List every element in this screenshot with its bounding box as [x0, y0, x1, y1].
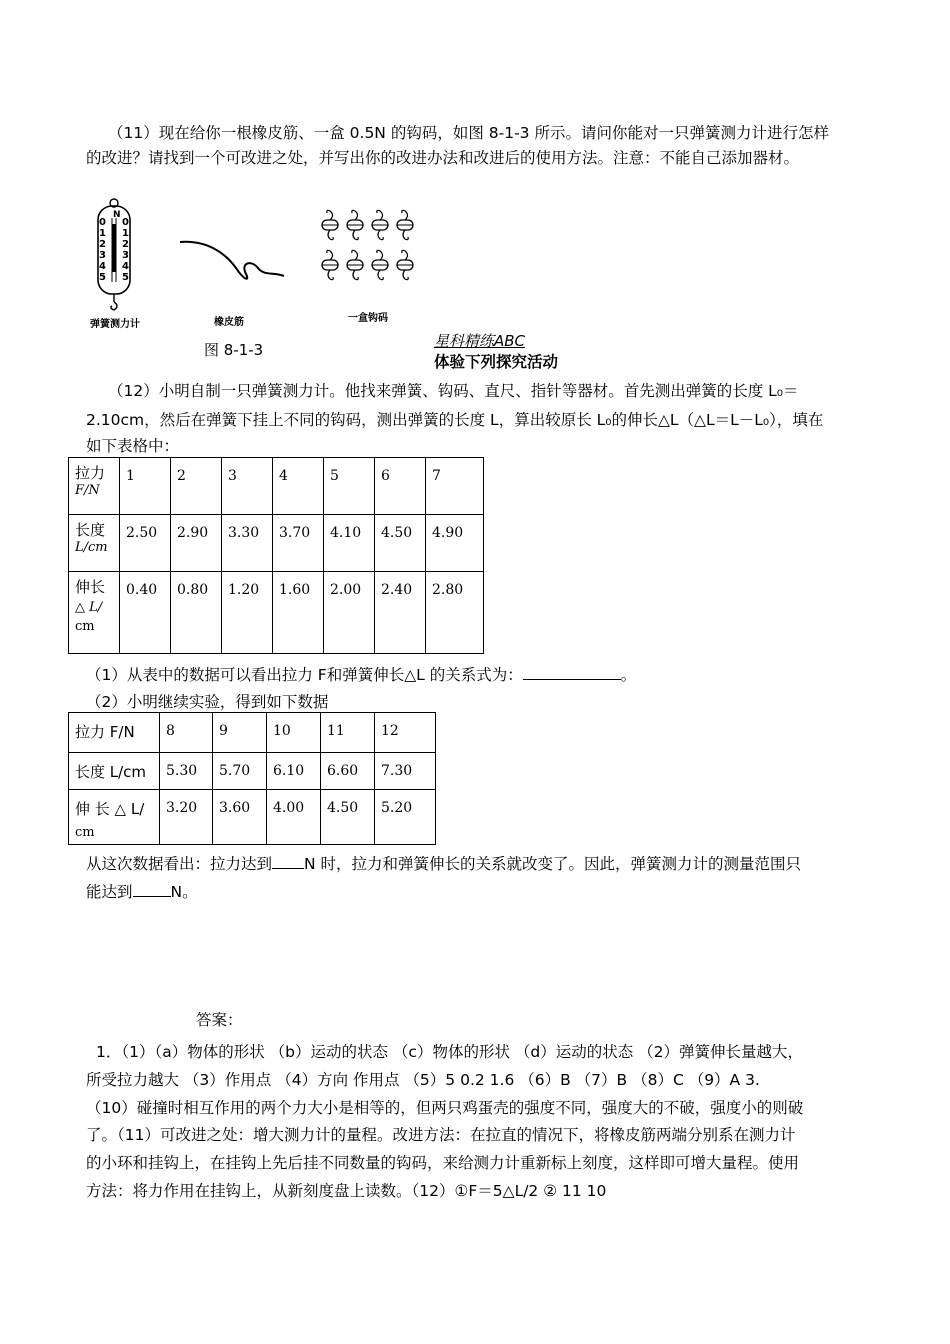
q11-line2: 的改进？请找到一个可改进之处，并写出你的改进办法和改进后的使用方法。注意：不能自己添加器材。	[86, 149, 800, 167]
answer-line: 的小环和挂钩上，在挂钩上先后挂不同数量的钩码，来给测力计重新标上刻度，这样即可增大量程。使用	[86, 1154, 800, 1172]
table-cell: 9	[213, 713, 267, 753]
scale-digit: 4	[122, 261, 129, 272]
table-cell: 4.50	[321, 790, 375, 845]
scale-digit: 2	[122, 239, 129, 250]
weight-icon	[347, 210, 363, 239]
answer-line: 方法：将力作用在挂钩上，从新刻度盘上读数。（12）①F＝5△L/2 ② 11 10	[86, 1182, 607, 1200]
scale-digit: 0	[122, 217, 129, 228]
table-cell: 5.30	[160, 753, 213, 790]
scale-digit: 3	[122, 250, 129, 261]
q11-line1: （11）现在给你一根橡皮筋、一盒 0.5N 的钩码，如图 8-1-3 所示。请问你能对一只弹簧测力计进行怎样	[108, 124, 829, 142]
table-cell: 3.60	[213, 790, 267, 845]
table-cell: 1.60	[273, 572, 324, 654]
table-cell: 3.30	[222, 515, 273, 572]
table-row	[69, 458, 484, 515]
answer-blank[interactable]	[272, 868, 304, 869]
figure-caption: 图 8-1-3	[204, 341, 264, 359]
table-cell: 6	[375, 458, 426, 515]
weight-icon	[397, 250, 413, 279]
weight-icon	[372, 250, 388, 279]
data-table-2	[68, 712, 436, 845]
sub-question-2: （2）小明继续实验，得到如下数据	[86, 693, 329, 711]
scale-digit: 0	[99, 217, 106, 228]
table-cell: 5	[324, 458, 375, 515]
table-cell: 0.40	[120, 572, 171, 654]
table-cell: 5.20	[375, 790, 436, 845]
rubber-band-image	[178, 236, 286, 286]
weight-icon	[322, 210, 338, 239]
section-heading: 体验下列探究活动	[434, 353, 559, 371]
answer-line: （10）碰撞时相互作用的两个力大小是相等的，但两只鸡蛋壳的强度不同，强度大的不破，强度小的则破	[86, 1099, 804, 1117]
meter-unit-label: N	[113, 210, 121, 220]
scale-digit: 4	[99, 261, 106, 272]
table-cell: 7.30	[375, 753, 436, 790]
table-cell: 3.70	[273, 515, 324, 572]
row-header: 长度 L/cm	[69, 515, 120, 572]
scale-digit: 2	[99, 239, 106, 250]
weights-label: 一盒钩码	[348, 313, 388, 324]
weights-box-image	[318, 208, 418, 288]
table-cell: 3.20	[160, 790, 213, 845]
table-cell: 12	[375, 713, 436, 753]
table-cell: 2	[171, 458, 222, 515]
table-cell: 4.90	[426, 515, 484, 572]
scale-digit: 3	[99, 250, 106, 261]
table-cell: 11	[321, 713, 375, 753]
sub-question-1: （1）从表中的数据可以看出拉力 F和弹簧伸长△L 的关系式为： 。	[86, 666, 637, 684]
q12-line2: 2.10cm，然后在弹簧下挂上不同的钩码，测出弹簧的长度 L，算出较原长 L₀的伸长△L（△L＝L－L₀），填在	[86, 411, 824, 429]
conclusion-line2: 能达到 N。	[86, 883, 198, 901]
answer-line: 了。（11）可改进之处：增大测力计的量程。改进方法：在拉直的情况下，将橡皮筋两端分别系在测力计	[86, 1126, 796, 1144]
table-cell: 4	[273, 458, 324, 515]
meter-scale-right	[122, 217, 129, 283]
scale-digit: 5	[99, 272, 106, 283]
table-cell: 10	[267, 713, 321, 753]
scale-digit: 5	[122, 272, 129, 283]
data-table-1	[68, 457, 484, 654]
scale-digit: 1	[122, 228, 129, 239]
weight-icon	[347, 250, 363, 279]
row-header: 伸长 △ L/ cm	[69, 572, 120, 654]
row-header: 拉力 F/N	[69, 458, 120, 515]
row-header: 长度 L/cm	[69, 753, 160, 790]
answer-line: 1．（1）（a）物体的形状 （b）运动的状态 （c）物体的形状 （d）运动的状态 （2）弹簧伸长量越大，	[96, 1043, 803, 1061]
table-cell: 5.70	[213, 753, 267, 790]
table-row	[69, 572, 484, 654]
table-cell: 2.00	[324, 572, 375, 654]
rubber-band-label: 橡皮筋	[214, 317, 244, 328]
table-cell: 2.40	[375, 572, 426, 654]
table-cell: 4.50	[375, 515, 426, 572]
table-cell: 1.20	[222, 572, 273, 654]
table-row	[69, 753, 436, 790]
table-cell: 0.80	[171, 572, 222, 654]
scale-digit: 1	[99, 228, 106, 239]
meter-scale-left	[99, 217, 106, 283]
table-cell: 8	[160, 713, 213, 753]
weight-icon	[372, 210, 388, 239]
table-cell: 4.00	[267, 790, 321, 845]
table-cell: 2.80	[426, 572, 484, 654]
table-cell: 1	[120, 458, 171, 515]
meter-label: 弹簧测力计	[90, 319, 140, 330]
conclusion-line1: 从这次数据看出：拉力达到 N 时，拉力和弹簧伸长的关系就改变了。因此，弹簧测力计的测量范围只	[86, 855, 802, 873]
table-cell: 6.10	[267, 753, 321, 790]
answer-blank[interactable]	[133, 896, 171, 897]
table-cell: 6.60	[321, 753, 375, 790]
table-cell: 3	[222, 458, 273, 515]
q12-line3: 如下表格中：	[86, 437, 180, 455]
brand-label: 星科精练ABC	[434, 332, 526, 350]
table-row	[69, 713, 436, 753]
q12-line1: （12）小明自制一只弹簧测力计。他找来弹簧、钩码、直尺、指针等器材。首先测出弹簧的长度 L₀＝	[108, 382, 799, 400]
table-cell: 2.50	[120, 515, 171, 572]
table-cell: 7	[426, 458, 484, 515]
table-cell: 4.10	[324, 515, 375, 572]
answers-title: 答案：	[196, 1011, 243, 1029]
weight-icon	[397, 210, 413, 239]
table-cell: 2.90	[171, 515, 222, 572]
table-row	[69, 515, 484, 572]
answer-line: 所受拉力越大 （3）作用点 （4）方向 作用点 （5）5 0.2 1.6 （6）B （7）B （8）C （9）A 3.	[86, 1071, 760, 1089]
table-row	[69, 790, 436, 845]
row-header: 伸 长 △ L/ cm	[69, 790, 160, 845]
answer-blank[interactable]	[523, 679, 621, 680]
row-header: 拉力 F/N	[69, 713, 160, 753]
weight-icon	[322, 250, 338, 279]
